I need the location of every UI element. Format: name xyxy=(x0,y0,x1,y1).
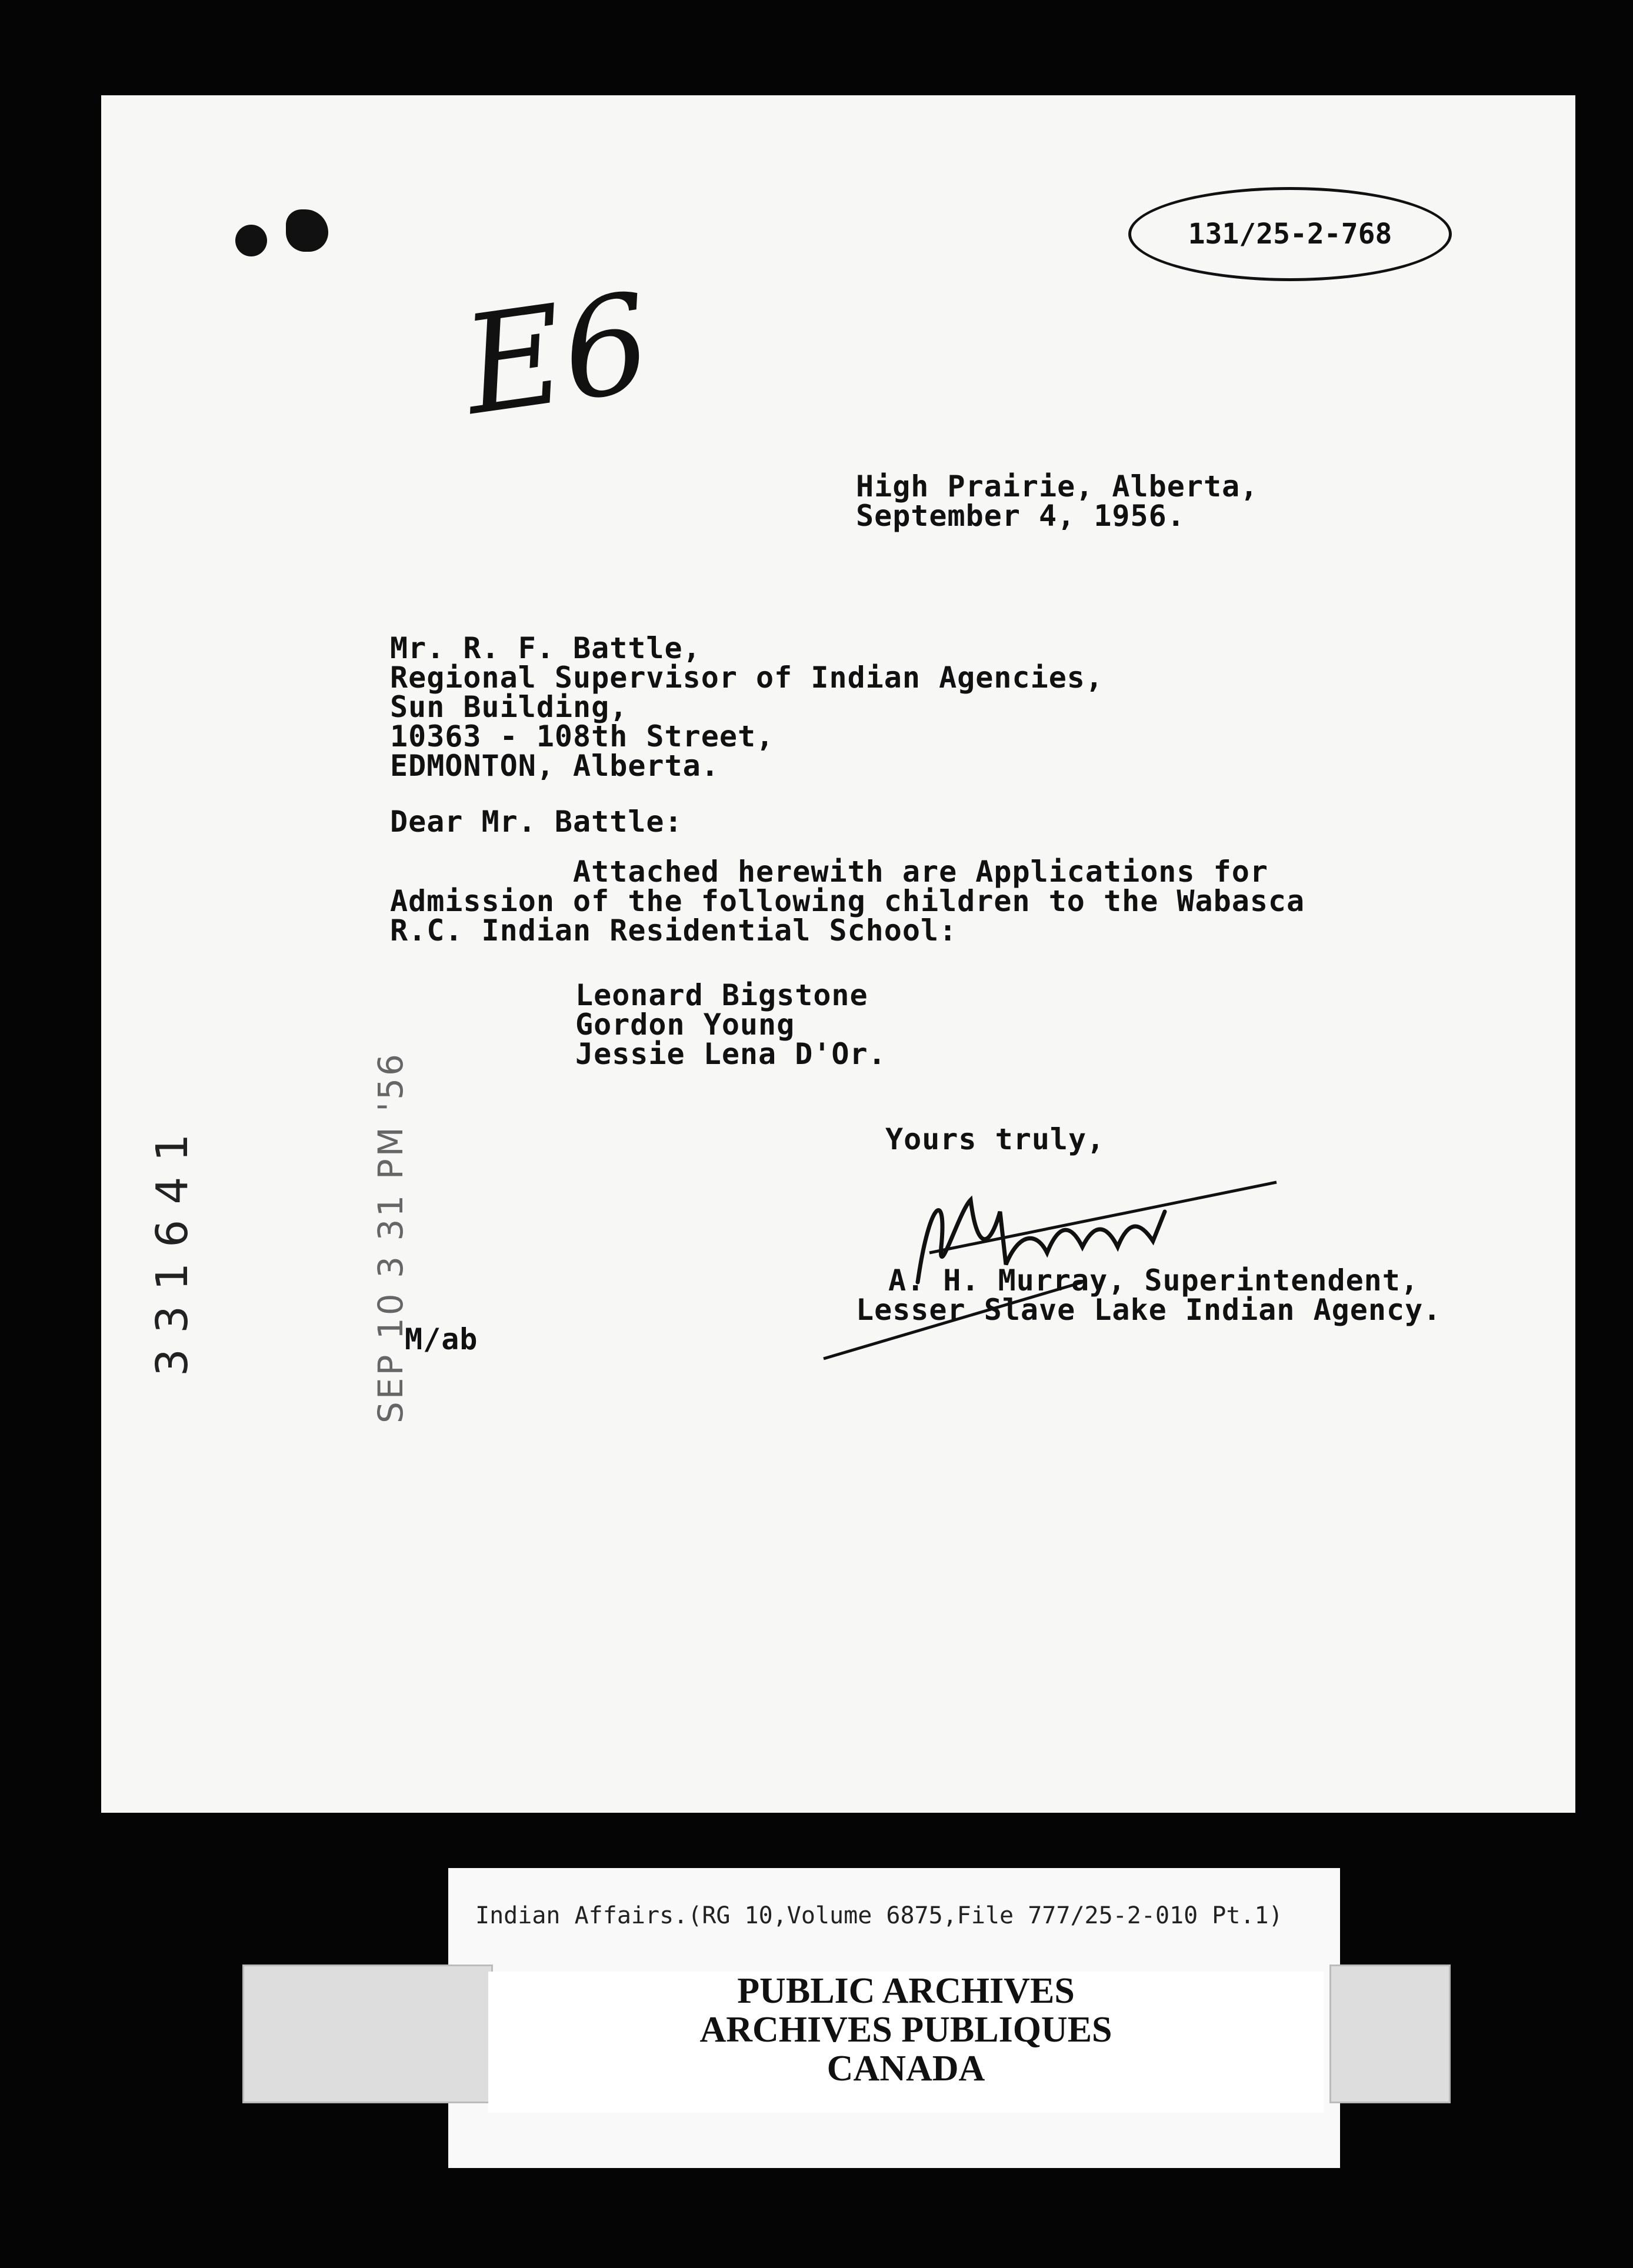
body-line: R.C. Indian Residential School: xyxy=(390,913,958,948)
recipient-line: Regional Supervisor of Indian Agencies, xyxy=(390,661,1104,695)
file-reference-stamp xyxy=(1128,187,1452,281)
archives-line: ARCHIVES PUBLIQUES xyxy=(699,2010,1112,2050)
place-line: High Prairie, Alberta, xyxy=(856,469,1259,503)
margin-number: 331641 xyxy=(147,1118,198,1376)
letter-paper xyxy=(101,95,1575,1813)
closing: Yours truly, xyxy=(885,1122,1105,1156)
child-name: Gordon Young xyxy=(575,1008,795,1042)
handwritten-mark: E6 xyxy=(454,264,660,446)
archives-line: PUBLIC ARCHIVES xyxy=(737,1971,1075,2011)
received-stamp: SEP 10 3 31 PM '56 xyxy=(371,1052,411,1423)
date-line: September 4, 1956. xyxy=(856,499,1185,533)
child-name: Leonard Bigstone xyxy=(575,978,868,1012)
source-reference: Indian Affairs.(RG 10,Volume 6875,File 777/25-2-010 Pt.1) xyxy=(475,1902,1283,1929)
body-line: Attached herewith are Applications for xyxy=(390,855,1268,889)
file-reference: 131/25-2-768 xyxy=(1188,218,1392,251)
signature-name: A. H. Murray, Superintendent, xyxy=(888,1263,1419,1298)
typist-initials: M/ab xyxy=(405,1322,478,1356)
label-tab-left xyxy=(242,1965,493,2103)
child-name: Jessie Lena D'Or. xyxy=(575,1037,887,1071)
body-line: Admission of the following children to the Wabasca xyxy=(390,884,1305,918)
archives-line: CANADA xyxy=(827,2049,985,2089)
recipient-line: Mr. R. F. Battle, xyxy=(390,631,701,665)
signature-title: Lesser Slave Lake Indian Agency. xyxy=(856,1293,1442,1327)
salutation: Dear Mr. Battle: xyxy=(390,805,683,839)
recipient-line: 10363 - 108th Street, xyxy=(390,719,775,753)
punch-mark xyxy=(235,225,267,256)
recipient-line: Sun Building, xyxy=(390,690,628,724)
archives-stamp xyxy=(488,1972,1324,2113)
label-tab-right xyxy=(1329,1965,1451,2103)
recipient-line: EDMONTON, Alberta. xyxy=(390,749,719,783)
